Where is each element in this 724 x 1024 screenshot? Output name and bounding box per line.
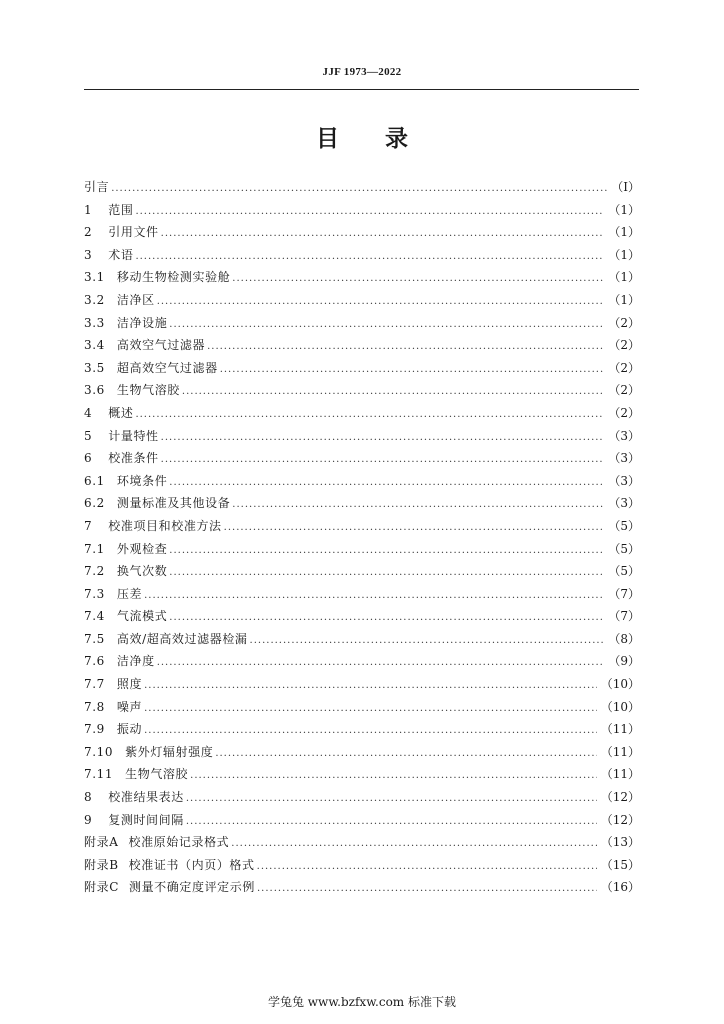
toc-entry-label: 移动生物检测实验舱 [116, 270, 231, 285]
toc-entry-number: 3.2 [84, 292, 105, 307]
toc-entry-page: （9） [608, 654, 640, 669]
toc-dot-leader [161, 223, 605, 246]
toc-entry-page: （11） [600, 767, 640, 782]
toc-entry-number: 7.2 [84, 564, 105, 579]
toc-entry[interactable] [84, 447, 640, 470]
toc-entry[interactable] [84, 334, 640, 357]
toc-entry[interactable] [84, 876, 640, 899]
toc-entry[interactable] [84, 650, 640, 673]
toc-entry-page: （7） [608, 586, 640, 601]
toc-entry-number: 7.4 [84, 609, 105, 624]
toc-entry[interactable] [84, 515, 640, 538]
toc-entry-page: （15） [600, 857, 640, 872]
toc-entry[interactable] [84, 628, 640, 651]
toc-dot-leader [169, 540, 604, 563]
toc-dot-leader [169, 562, 604, 585]
toc-entry-label: 校准证书（内页）格式 [128, 857, 255, 872]
toc-entry-page: （2） [608, 338, 640, 353]
toc-entry-page: （5） [608, 518, 640, 533]
toc-dot-leader [190, 765, 597, 788]
toc-dot-leader [135, 201, 604, 224]
toc-entry[interactable] [84, 312, 640, 335]
toc-entry[interactable] [84, 809, 640, 832]
toc-entry-number: 6.2 [84, 496, 105, 511]
toc-entry-number: 3.6 [84, 383, 105, 398]
toc-entry-number: 3 [84, 247, 93, 262]
toc-entry-label: 引用文件 [108, 225, 159, 240]
toc-entry-number: 3.1 [84, 270, 105, 285]
toc-entry-page: （2） [608, 315, 640, 330]
toc-entry[interactable] [84, 357, 640, 380]
toc-dot-leader [144, 698, 597, 721]
toc-dot-leader [144, 675, 597, 698]
toc-entry[interactable] [84, 379, 640, 402]
toc-dot-leader [111, 178, 607, 201]
toc-entry[interactable] [84, 854, 640, 877]
toc-entry[interactable] [84, 289, 640, 312]
toc-entry-label: 范围 [108, 202, 134, 217]
toc-entry-number: 3.5 [84, 360, 105, 375]
toc-entry[interactable] [84, 221, 640, 244]
toc-entry-page: （8） [608, 631, 640, 646]
toc-entry[interactable] [84, 718, 640, 741]
toc-entry[interactable] [84, 831, 640, 854]
toc-entry-page: （3） [608, 428, 640, 443]
toc-entry-page: （7） [608, 609, 640, 624]
toc-entry-label: 术语 [108, 247, 134, 262]
toc-entry-page: （1） [608, 270, 640, 285]
toc-entry-number: 7.3 [84, 586, 105, 601]
toc-dot-leader [144, 720, 597, 743]
toc-entry-number: 7.1 [84, 541, 105, 556]
table-of-contents [84, 176, 640, 899]
toc-entry-label: 校准结果表达 [108, 790, 184, 805]
toc-entry[interactable] [84, 696, 640, 719]
page-title: 目 录 [316, 126, 408, 152]
toc-entry-label: 紫外灯辐射强度 [125, 744, 214, 759]
toc-dot-leader [135, 404, 604, 427]
toc-entry[interactable] [84, 741, 640, 764]
document-code-header: JJF 1973—2022 [322, 66, 402, 78]
toc-entry-number: 3.3 [84, 315, 105, 330]
toc-dot-leader [232, 494, 604, 517]
toc-entry-number: 9 [84, 812, 93, 827]
toc-entry-page: （10） [600, 677, 640, 692]
toc-entry[interactable] [84, 583, 640, 606]
toc-dot-leader [257, 856, 597, 879]
toc-entry-page: （2） [608, 405, 640, 420]
toc-dot-leader [169, 472, 604, 495]
toc-dot-leader [231, 833, 596, 856]
toc-entry-label: 洁净度 [116, 654, 155, 669]
toc-entry[interactable] [84, 425, 640, 448]
toc-dot-leader [157, 652, 605, 675]
toc-entry-number: 5 [84, 428, 93, 443]
toc-entry-label: 洁净设施 [116, 315, 168, 330]
toc-entry[interactable] [84, 763, 640, 786]
toc-entry-number: 7.6 [84, 654, 105, 669]
toc-entry-label: 复测时间间隔 [108, 812, 184, 827]
toc-entry-number: 7 [84, 518, 93, 533]
toc-dot-leader [161, 449, 605, 472]
toc-entry-label: 洁净区 [116, 292, 155, 307]
toc-entry[interactable] [84, 538, 640, 561]
toc-entry-label: 校准条件 [108, 451, 159, 466]
toc-entry[interactable] [84, 470, 640, 493]
toc-entry-label: 高效空气过滤器 [116, 338, 206, 353]
toc-entry-label: 生物气溶胶 [125, 767, 189, 782]
toc-entry-label: 噪声 [116, 699, 143, 714]
toc-entry[interactable] [84, 786, 640, 809]
toc-entry-label: 校准项目和校准方法 [108, 518, 222, 533]
toc-entry-number: 7.8 [84, 699, 105, 714]
toc-entry-page: （11） [600, 744, 640, 759]
toc-entry[interactable] [84, 199, 640, 222]
toc-entry-label: 气流模式 [116, 609, 168, 624]
toc-entry[interactable] [84, 492, 640, 515]
toc-entry[interactable] [84, 560, 640, 583]
toc-entry-label: 引言 [84, 180, 110, 194]
toc-entry-number: 1 [84, 202, 93, 217]
toc-entry-label: 高效/超高效过滤器检漏 [116, 631, 248, 646]
toc-entry-page: （12） [600, 812, 640, 827]
toc-entry-page: （5） [608, 541, 640, 556]
toc-entry-number: 6.1 [84, 473, 105, 488]
toc-entry-page: （5） [608, 564, 640, 579]
toc-entry-label: 概述 [108, 405, 134, 420]
toc-dot-leader [182, 381, 604, 404]
toc-entry-page: （1） [608, 247, 640, 262]
toc-entry-number: 2 [84, 225, 93, 240]
toc-entry-page: （Ⅰ） [611, 180, 640, 194]
toc-entry-number: 7.7 [84, 677, 105, 692]
toc-entry-number: 8 [84, 790, 93, 805]
toc-dot-leader [157, 291, 605, 314]
toc-entry-number: 3.4 [84, 338, 105, 353]
toc-entry-number: 4 [84, 405, 93, 420]
toc-entry-number: 7.5 [84, 631, 105, 646]
toc-entry-label: 测量标准及其他设备 [116, 496, 231, 511]
footer-watermark: 学兔兔 www.bzfxw.com 标准下载 [267, 995, 457, 1009]
toc-entry-page: （10） [600, 699, 640, 714]
toc-entry-page: （3） [608, 473, 640, 488]
toc-entry-label: 外观检查 [116, 541, 168, 556]
toc-entry-number: 附录A [84, 835, 119, 850]
toc-entry-page: （13） [600, 835, 640, 850]
toc-dot-leader [232, 268, 604, 291]
toc-entry-label: 振动 [116, 722, 143, 737]
toc-entry-page: （3） [608, 451, 640, 466]
toc-entry-page: （12） [600, 790, 640, 805]
toc-entry-page: （16） [600, 880, 640, 895]
toc-entry[interactable] [84, 176, 640, 199]
toc-entry-label: 生物气溶胶 [116, 383, 180, 398]
toc-dot-leader [207, 336, 604, 359]
toc-entry[interactable] [84, 266, 640, 289]
toc-dot-leader [169, 314, 604, 337]
toc-dot-leader [250, 630, 605, 653]
header-rule [84, 89, 639, 90]
toc-entry-label: 换气次数 [116, 564, 168, 579]
toc-entry-number: 附录C [84, 880, 119, 895]
toc-entry-label: 照度 [116, 677, 143, 692]
toc-entry-page: （1） [608, 202, 640, 217]
toc-entry-number: 6 [84, 451, 93, 466]
toc-dot-leader [220, 359, 605, 382]
toc-entry-number: 附录B [84, 857, 119, 872]
toc-dot-leader [144, 585, 604, 608]
toc-entry[interactable] [84, 402, 640, 425]
toc-entry-number: 7.9 [84, 722, 105, 737]
toc-entry-page: （1） [608, 225, 640, 240]
toc-dot-leader [215, 743, 596, 766]
toc-entry-page: （2） [608, 360, 640, 375]
toc-dot-leader [186, 788, 597, 811]
toc-entry-number: 7.11 [84, 767, 114, 782]
toc-dot-leader [186, 811, 597, 834]
toc-dot-leader [135, 246, 604, 269]
toc-entry-label: 计量特性 [108, 428, 159, 443]
toc-entry-label: 压差 [116, 586, 143, 601]
toc-entry-label: 校准原始记录格式 [128, 835, 230, 850]
toc-entry[interactable] [84, 673, 640, 696]
toc-dot-leader [161, 427, 605, 450]
toc-dot-leader [224, 517, 605, 540]
toc-entry-page: （2） [608, 383, 640, 398]
toc-entry-page: （1） [608, 292, 640, 307]
toc-dot-leader [169, 607, 604, 630]
toc-dot-leader [257, 878, 597, 901]
toc-entry-label: 环境条件 [116, 473, 168, 488]
toc-entry-label: 超高效空气过滤器 [116, 360, 218, 375]
toc-entry[interactable] [84, 605, 640, 628]
toc-entry-page: （3） [608, 496, 640, 511]
toc-entry-page: （11） [600, 722, 640, 737]
toc-entry-number: 7.10 [84, 744, 114, 759]
toc-entry[interactable] [84, 244, 640, 267]
toc-entry-label: 测量不确定度评定示例 [128, 880, 255, 895]
